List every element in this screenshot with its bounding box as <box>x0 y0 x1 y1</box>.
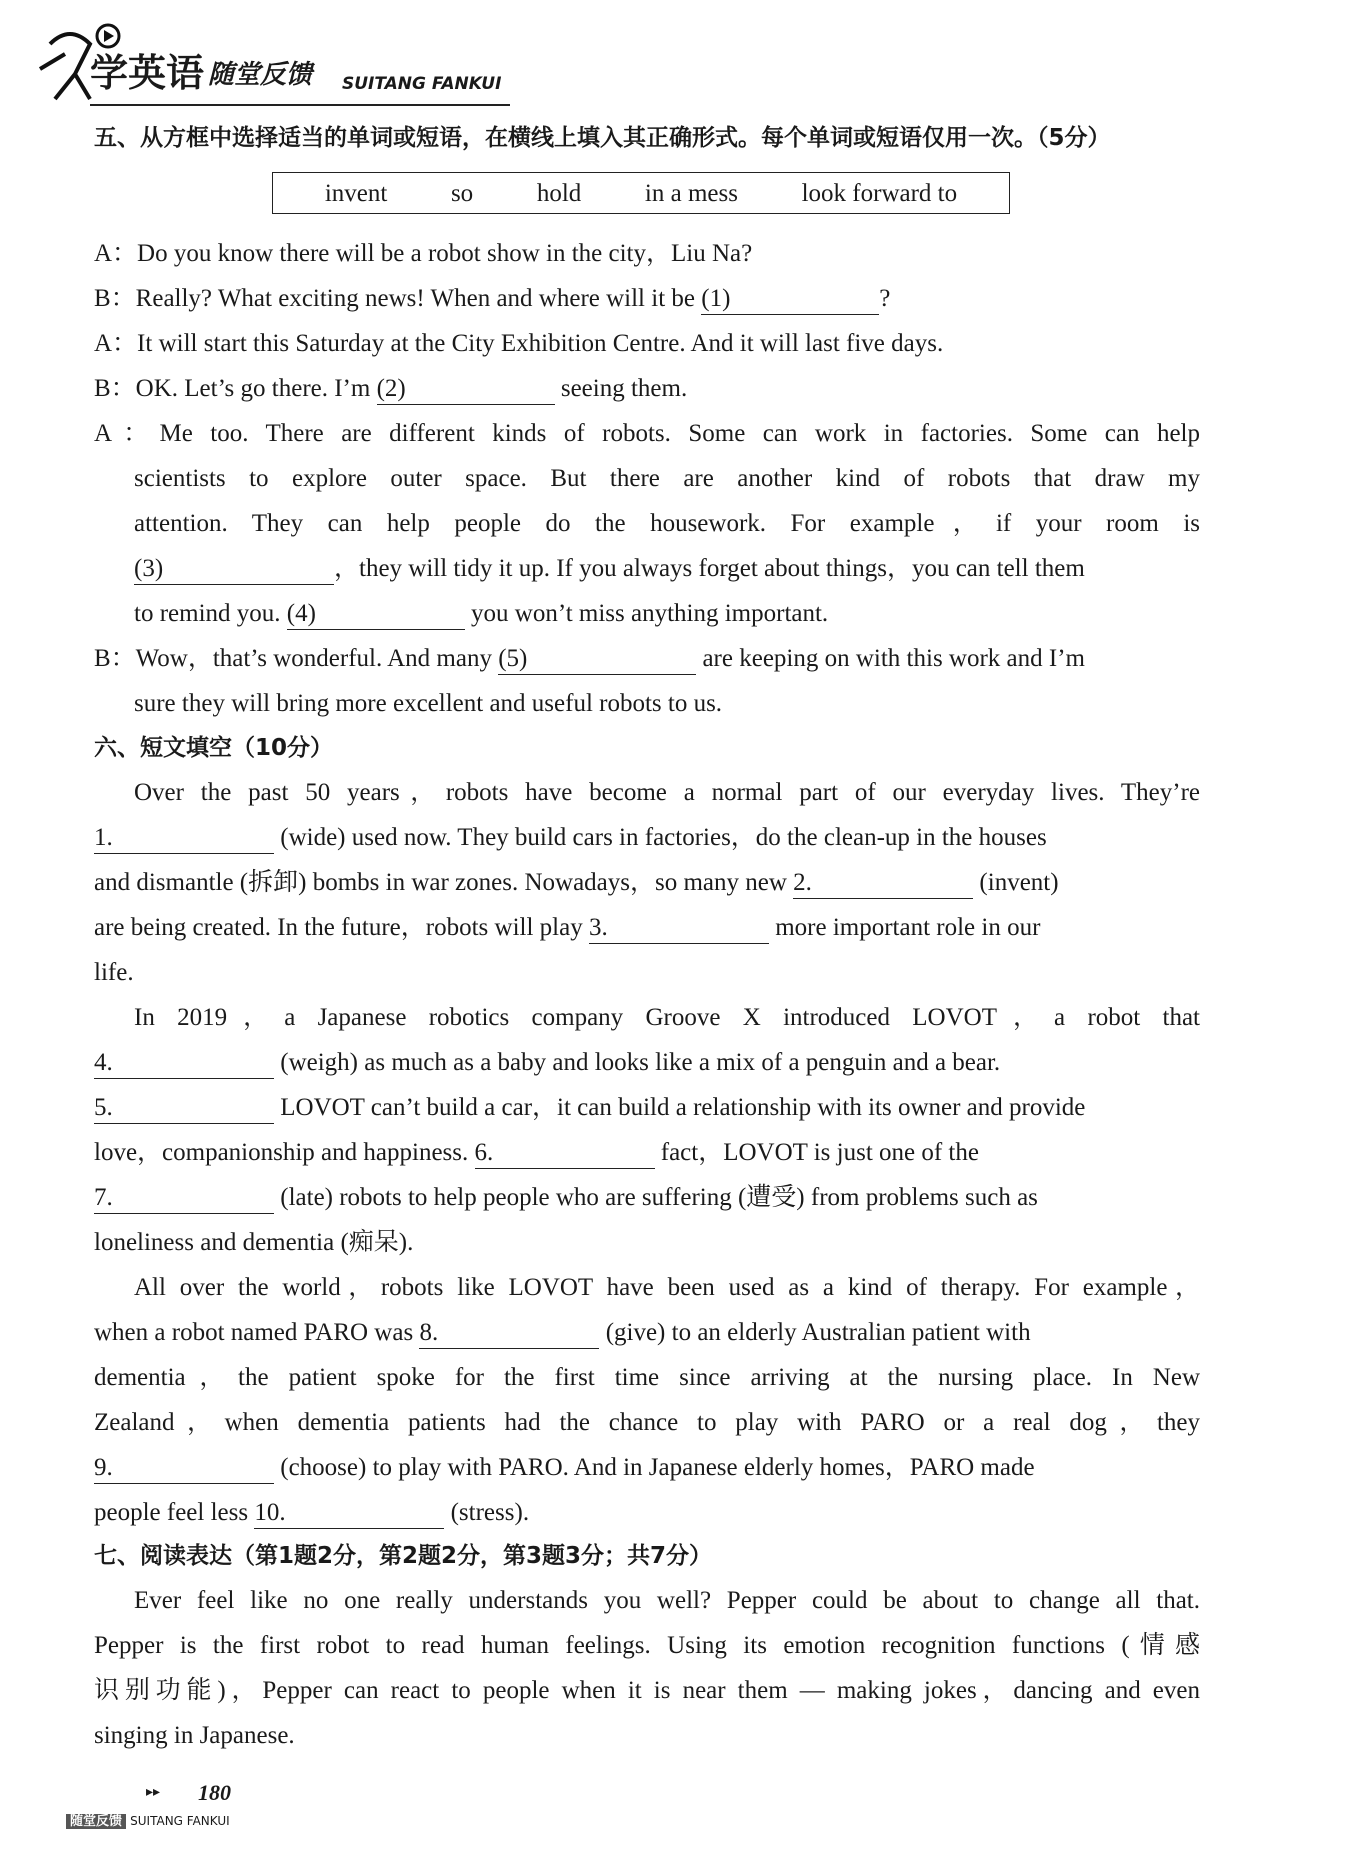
blank-6-7[interactable]: 7. <box>94 1183 274 1214</box>
passage-line: 识别功能)，Pepper can react to people when it is near them — making jokes，dancing and even <box>94 1677 1200 1704</box>
section-6-title: 六、短文填空（10分） <box>94 735 334 761</box>
passage-line: 5. LOVOT can’t build a car，it can build a relationship with its owner and provide <box>94 1085 1200 1130</box>
passage-line: loneliness and dementia (痴呆). <box>94 1229 414 1256</box>
logo-subtitle: SUITANG FANKUI <box>342 74 502 94</box>
passage-line: 1. (wide) used now. They build cars in factories，do the clean-up in the houses <box>94 815 1200 860</box>
word-option: so <box>450 180 474 207</box>
blank-3[interactable]: (3) <box>134 554 334 585</box>
blank-6-9[interactable]: 9. <box>94 1453 274 1484</box>
passage-line: and dismantle (拆卸) bombs in war zones. Nowadays，so many new 2. (invent) <box>94 860 1200 905</box>
word-option: look forward to <box>801 180 958 207</box>
blank-6-3[interactable]: 3. <box>589 913 769 944</box>
page-number: 180 <box>198 1780 231 1805</box>
dialogue-line: B：OK. Let’s go there. I’m (2) seeing them. <box>94 366 1200 411</box>
passage-line: All over the world，robots like LOVOT have been used as a kind of therapy. For example， <box>134 1274 1200 1301</box>
section-7-title: 七、阅读表达（第1题2分，第2题2分，第3题3分；共7分） <box>94 1543 713 1569</box>
passage-line: love，companionship and happiness. 6. fact，LOVOT is just one of the <box>94 1130 1200 1175</box>
logo-title: 学英语 <box>90 51 205 95</box>
dialogue-line: A：It will start this Saturday at the City Exhibition Centre. And it will last five days. <box>94 330 944 357</box>
passage-line: Zealand，when dementia patients had the chance to play with PARO or a real dog，they <box>94 1409 1200 1436</box>
blank-6-10[interactable]: 10. <box>254 1498 444 1529</box>
dialogue-line: B：Really? What exciting news! When and where will it be (1) ? <box>94 276 1200 321</box>
dialogue-line: scientists to explore outer space. But there are another kind of robots that draw my <box>134 465 1200 492</box>
passage-line: 4. (weigh) as much as a baby and looks like a mix of a penguin and a bear. <box>94 1040 1200 1085</box>
blank-6-6[interactable]: 6. <box>475 1138 655 1169</box>
passage-line: people feel less 10. (stress). <box>94 1490 1200 1535</box>
passage-line: 9. (choose) to play with PARO. And in Japanese elderly homes，PARO made <box>94 1445 1200 1490</box>
word-option: in a mess <box>644 180 738 207</box>
passage-line: when a robot named PARO was 8. (give) to an elderly Australian patient with <box>94 1310 1200 1355</box>
passage-line: dementia，the patient spoke for the first time since arriving at the nursing place. In New <box>94 1364 1200 1391</box>
blank-2[interactable]: (2) <box>377 374 555 405</box>
blank-6-5[interactable]: 5. <box>94 1093 274 1124</box>
dialogue-line: A：Do you know there will be a robot show in the city，Liu Na? <box>94 240 753 267</box>
dialogue-line: (3) ，they will tidy it up. If you always forget about things，you can tell them <box>134 546 1200 591</box>
word-option: invent <box>324 180 388 207</box>
passage-line: Ever feel like no one really understands you well? Pepper could be about to change all that. <box>134 1587 1200 1614</box>
dialogue-line: B：Wow，that’s wonderful. And many (5) are keeping on with this work and I’m <box>94 636 1200 681</box>
word-option: hold <box>536 180 582 207</box>
passage-line: 7. (late) robots to help people who are suffering (遭受) from problems such as <box>94 1175 1200 1220</box>
section-5-title: 五、从方框中选择适当的单词或短语，在横线上填入其正确形式。每个单词或短语仅用一次。（5分） <box>94 125 1111 151</box>
blank-6-1[interactable]: 1. <box>94 823 274 854</box>
arrow-icon: ▸▸ <box>146 1785 161 1800</box>
passage-line: Pepper is the first robot to read human feelings. Using its emotion recognition functions (情感 <box>94 1632 1200 1659</box>
dialogue-line: to remind you. (4) you won’t miss anything important. <box>134 591 1200 636</box>
passage-line: singing in Japanese. <box>94 1722 295 1749</box>
footer-tag-en: SUITANG FANKUI <box>130 1814 230 1828</box>
blank-6-4[interactable]: 4. <box>94 1048 274 1079</box>
passage-line: are being created. In the future，robots will play 3. more important role in our <box>94 905 1200 950</box>
blank-4[interactable]: (4) <box>287 599 465 630</box>
passage-line: In 2019，a Japanese robotics company Groove X introduced LOVOT，a robot that <box>134 1004 1200 1031</box>
passage-line: Over the past 50 years，robots have become a normal part of our everyday lives. They’re <box>134 779 1200 806</box>
dialogue-line: A：Me too. There are different kinds of robots. Some can work in factories. Some can help <box>94 420 1200 447</box>
blank-5[interactable]: (5) <box>498 644 696 675</box>
dialogue-line: sure they will bring more excellent and useful robots to us. <box>134 690 723 717</box>
header-logo <box>30 14 510 114</box>
blank-6-2[interactable]: 2. <box>793 868 973 899</box>
logo-handwriting: 随堂反馈 <box>208 60 313 90</box>
blank-1[interactable]: (1) <box>701 284 879 315</box>
footer-tag-cn: 随堂反馈 <box>66 1814 126 1829</box>
word-box <box>272 172 1010 214</box>
passage-line: life. <box>94 959 134 986</box>
dialogue-line: attention. They can help people do the housework. For example，if your room is <box>134 510 1200 537</box>
blank-6-8[interactable]: 8. <box>419 1318 599 1349</box>
footer-tag <box>66 1810 230 1832</box>
header-rule <box>90 104 510 106</box>
